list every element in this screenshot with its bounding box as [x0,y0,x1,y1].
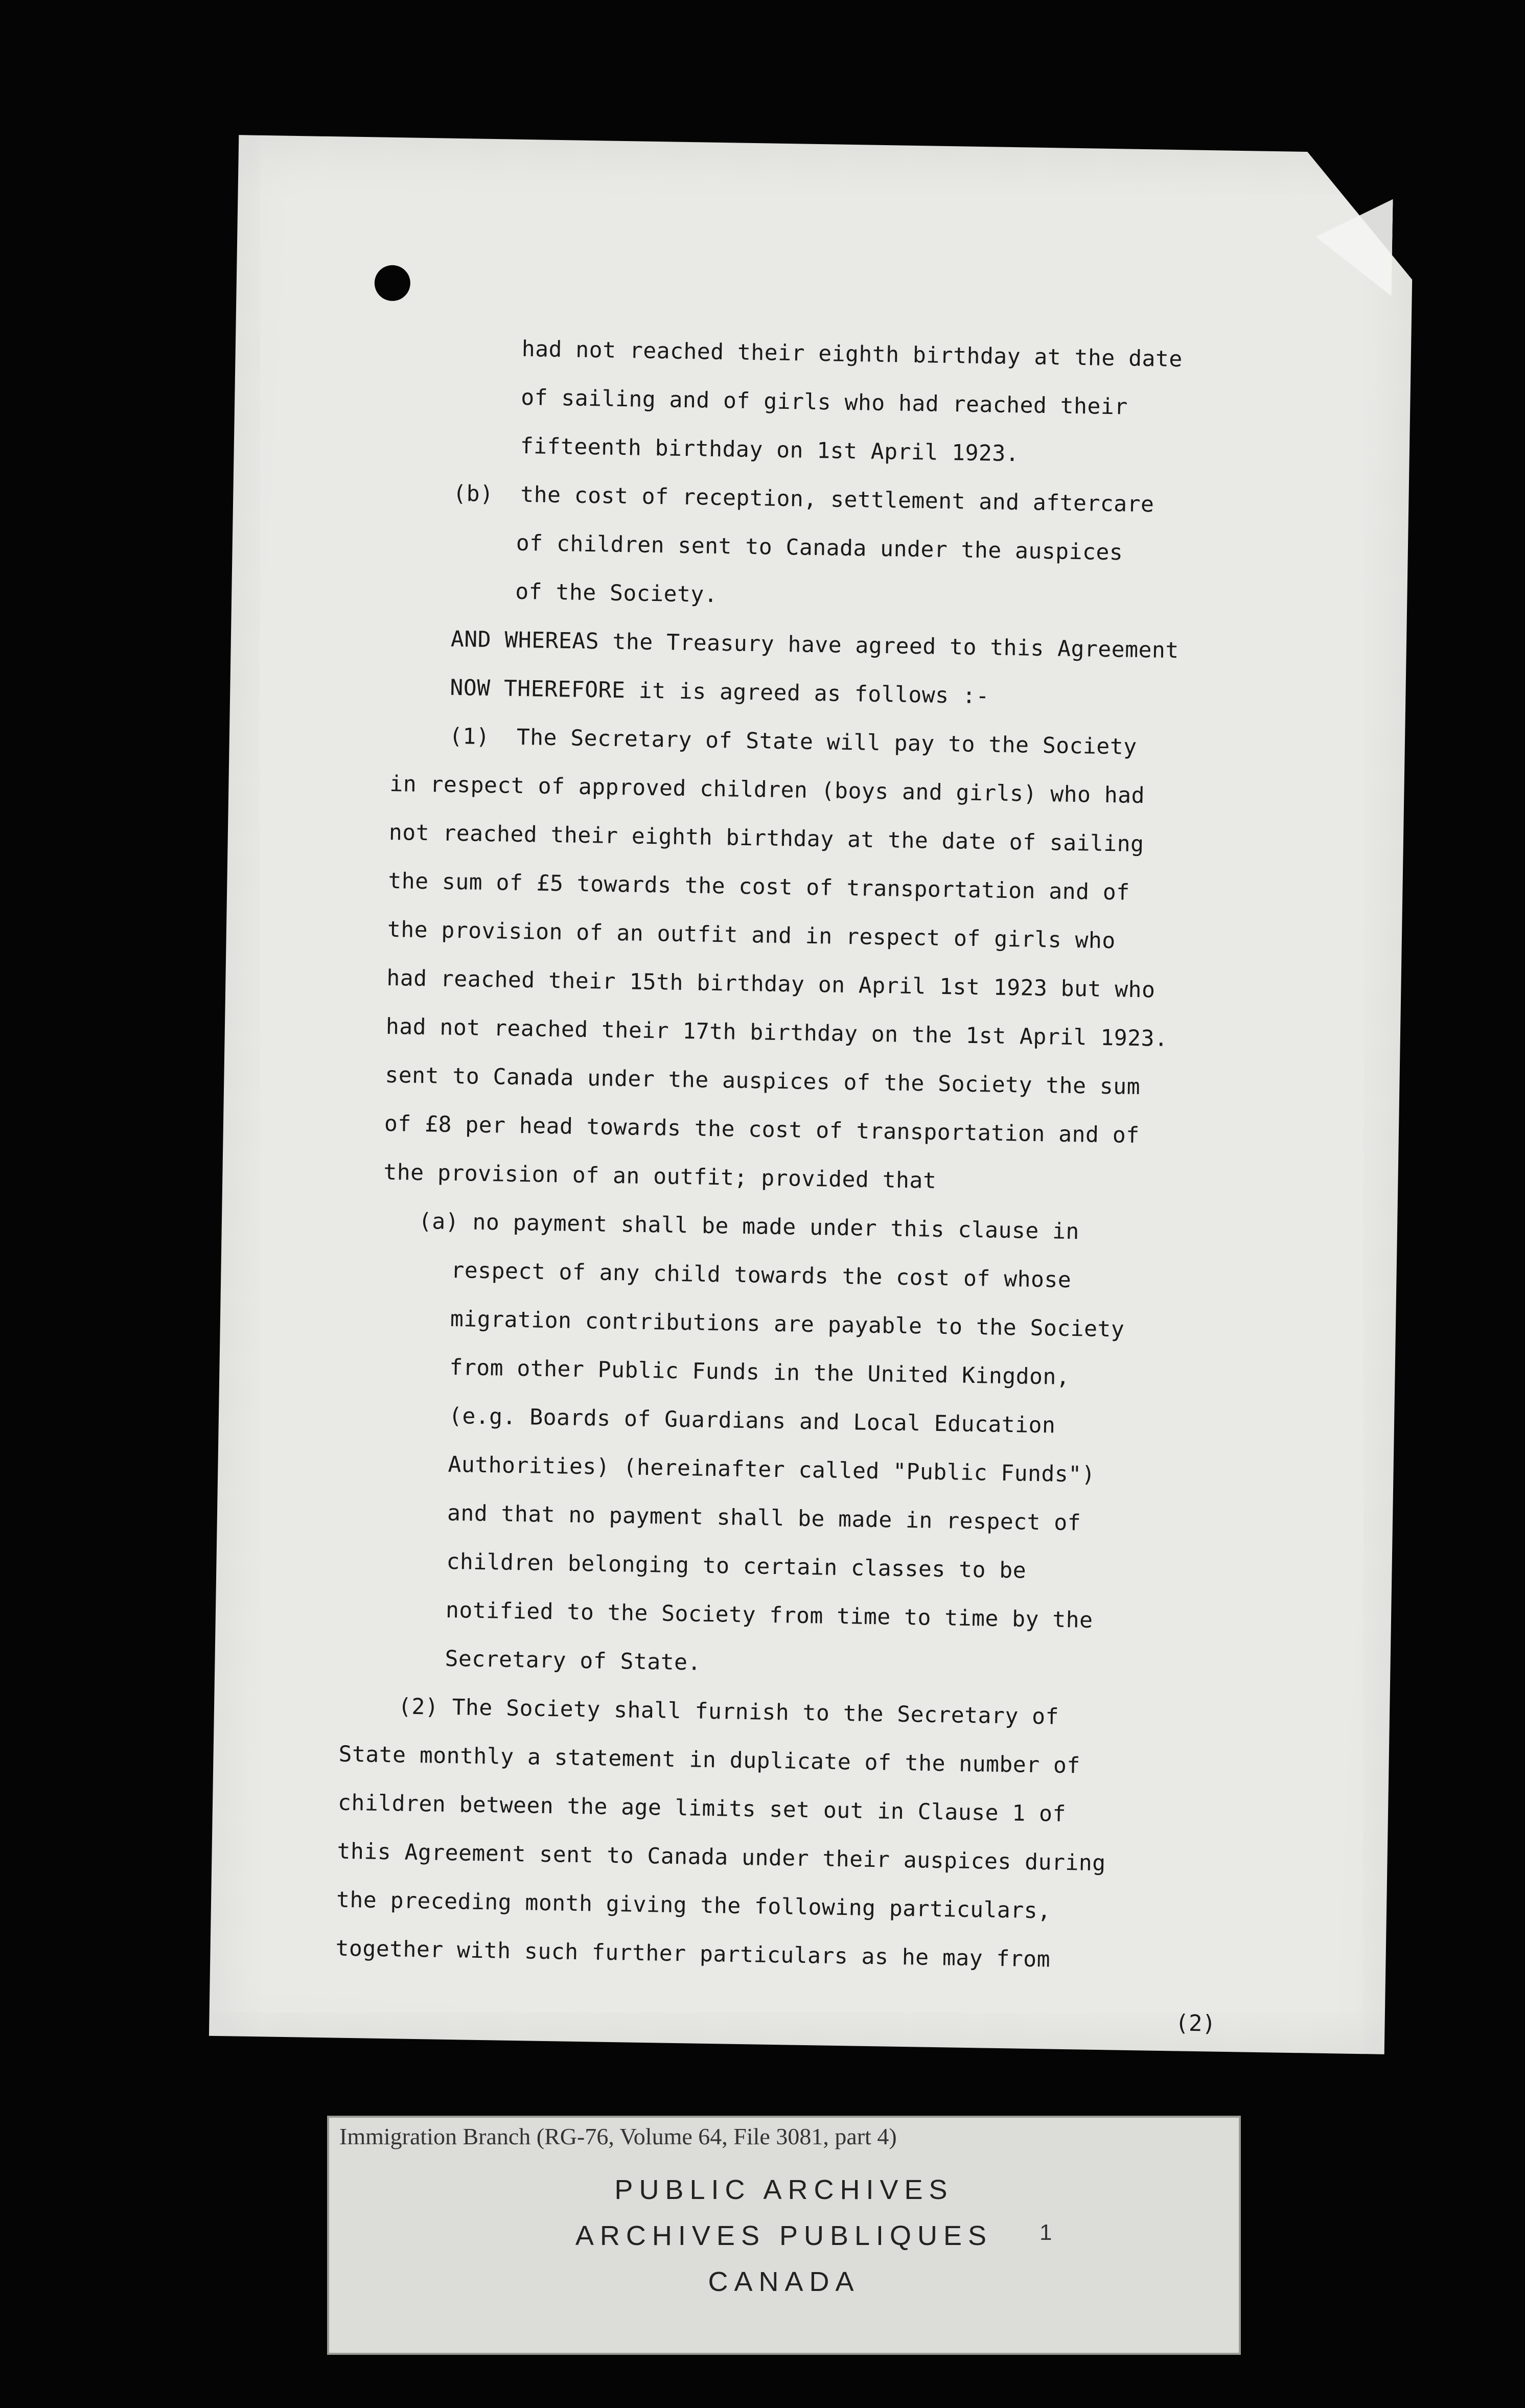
archive-name-english: PUBLIC ARCHIVES [614,2174,954,2205]
text-line: and that no payment shall be made in respect of [447,1500,1081,1536]
page-number: (2) [1175,2010,1216,2037]
text-line: in respect of approved children (boys and girls) who had [389,771,1145,809]
typed-text [209,135,1414,2054]
archive-label [327,2116,1241,2355]
archive-mark: 1 [1039,2220,1052,2245]
text-line: migration contributions are payable to the Society [450,1306,1125,1342]
text-line: the provision of an outfit; provided that [383,1159,937,1194]
text-line: (1) The Secretary of State will pay to the Society [449,723,1137,760]
text-line: Secretary of State. [445,1646,702,1676]
text-line: fifteenth birthday on 1st April 1923. [520,433,1020,467]
text-line: (a) no payment shall be made under this clause in [418,1208,1080,1245]
text-line: together with such further particulars as he may from [335,1935,1051,1973]
text-line: had not reached their eighth birthday at the date [521,336,1183,373]
archive-reference: Immigration Branch (RG-76, Volume 64, File 3081, part 4) [339,2123,897,2149]
text-line: of £8 per head towards the cost of transportation and of [384,1110,1140,1149]
text-line: notified to the Society from time to time by the [445,1597,1093,1633]
text-line: Authorities) (hereinafter called "Public Funds") [448,1451,1096,1488]
text-line: the preceding month giving the following particulars, [336,1887,1051,1924]
text-line: not reached their eighth birthday at the date of sailing [388,819,1144,858]
text-line: (b) the cost of reception, settlement and aftercare [452,480,1154,518]
text-line: this Agreement sent to Canada under their auspices during [337,1838,1106,1877]
text-line: had reached their 15th birthday on April 1st 1923 but who [386,965,1156,1003]
text-line: from other Public Funds in the United Kingdon, [449,1354,1070,1391]
text-line: sent to Canada under the auspices of the Society the sum [385,1062,1141,1100]
text-line: NOW THEREFORE it is agreed as follows :- [450,675,990,709]
archive-name-french: ARCHIVES PUBLIQUES [575,2220,993,2251]
text-line: children between the age limits set out in Clause 1 of [337,1790,1067,1827]
text-line: of the Society. [515,578,718,608]
document-page [209,135,1414,2054]
text-line: had not reached their 17th birthday on the 1st April 1923. [385,1013,1168,1052]
text-line: respect of any child towards the cost of whose [451,1257,1072,1293]
text-line: (e.g. Boards of Guardians and Local Education [448,1403,1056,1439]
archive-country: CANADA [708,2266,860,2297]
text-line: of sailing and of girls who had reached their [520,384,1128,420]
text-line: (2) The Society shall furnish to the Secretary of [398,1694,1059,1730]
text-line: of children sent to Canada under the auspices [516,530,1123,566]
text-line: children belonging to certain classes to be [446,1548,1027,1584]
text-line: AND WHEREAS the Treasury have agreed to this Agreement [450,626,1180,664]
text-line: State monthly a statement in duplicate of the number of [338,1741,1081,1779]
text-line: the provision of an outfit and in respect of girls who [387,916,1116,954]
text-line: the sum of £5 towards the cost of transportation and of [388,868,1130,906]
